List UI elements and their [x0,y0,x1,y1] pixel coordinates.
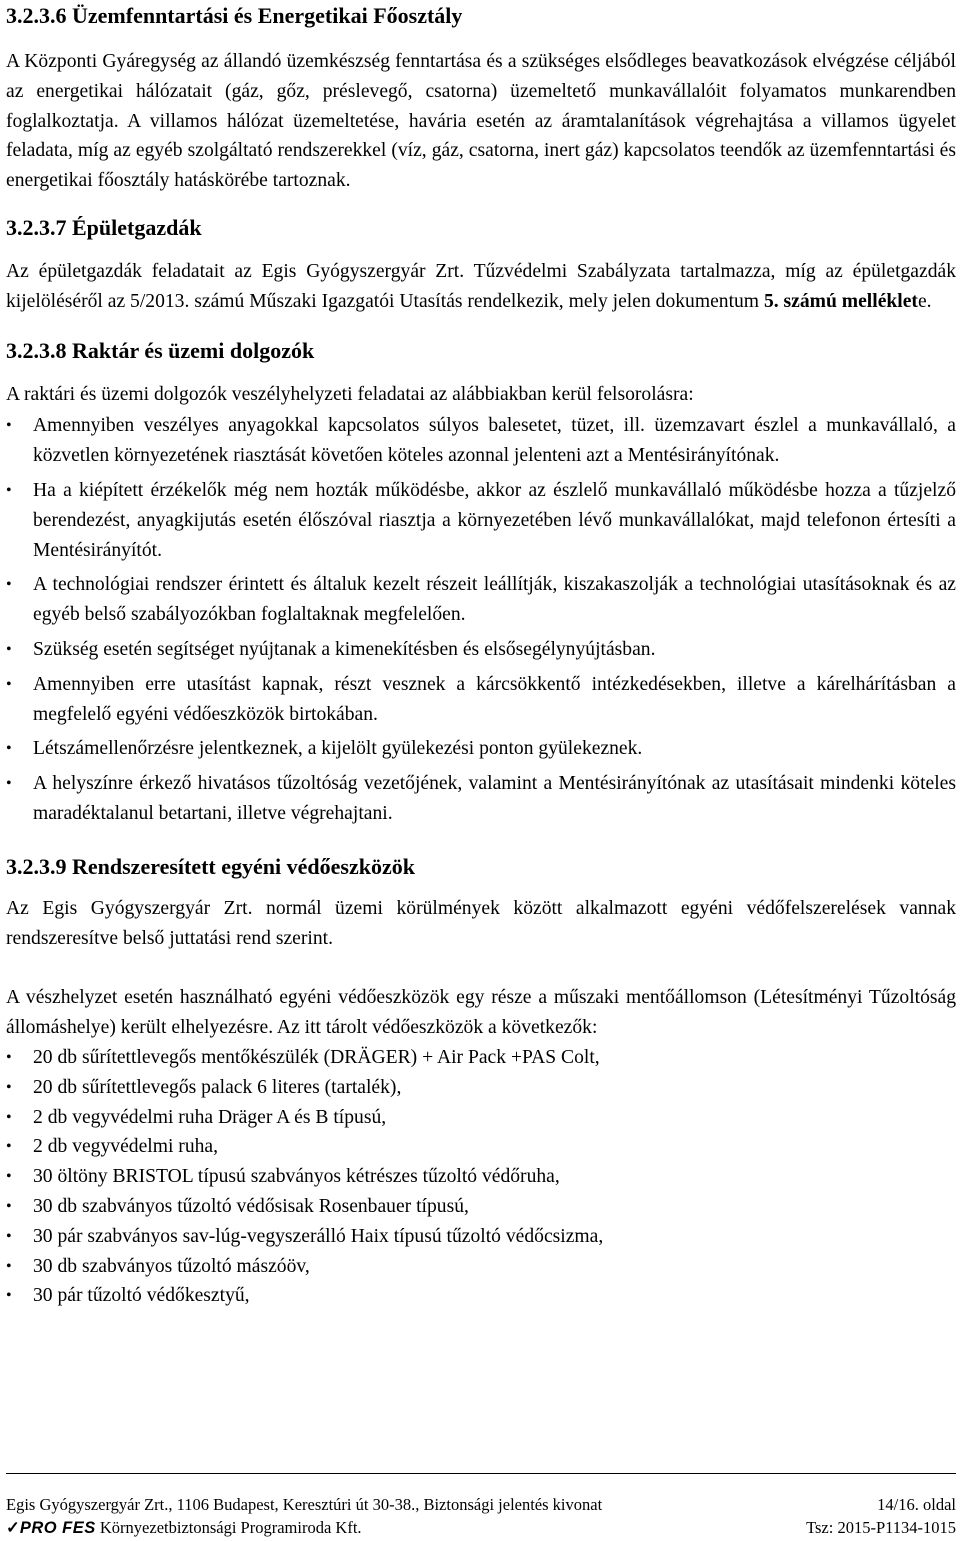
list-item: • 20 db sűrítettlevegős palack 6 literes (tartalék), [6,1073,956,1103]
bullet-icon: • [6,1287,12,1305]
list-item: • A helyszínre érkező hivatásos tűzoltóság vezetőjének, valamint a Mentésirányítónak az utasításait mindenki köteles maradéktalanul betartani, illetve végrehajtani. [6,769,956,829]
footer-divider [6,1473,956,1474]
section-paragraph: Az épületgazdák feladatait az Egis Gyógyszergyár Zrt. Tűzvédelmi Szabályzata tartalmazza, míg az épületgazdák kijelöléséről az 5/2013. számú Műszaki Igazgatói Utasítás rendelkezik, mely jelen dokumentum 5. számú melléklete. [6,260,956,312]
list-item: • Szükség esetén segítséget nyújtanak a kimenekítésben és elsősegélynyújtásban. [6,635,956,665]
section-paragraph: A vészhelyzet esetén használható egyéni védőeszközök egy része a műszaki mentőállomson (Létesítményi Tűzoltóság állomáshelye) került elhelyezésre. Az itt tárolt védőeszközök a következők: [6,987,956,1039]
equipment-list [6,1043,956,1311]
footer-company: Környezetbiztonsági Programiroda Kft. [95,1518,362,1537]
bullet-icon: • [6,640,12,658]
list-item: • A technológiai rendszer érintett és általuk kezelt részeit leállítják, kiszakaszolják a technológiai utasításoknak és az egyéb belső szabályozókban foglaltaknak megfelelően. [6,570,956,630]
section-heading-3-2-3-6: 3.2.3.6 Üzemfenntartási és Energetikai Főosztály [6,3,463,28]
document-id: Tsz: 2015-P1134-1015 [806,1518,956,1537]
list-item: • 30 pár tűzoltó védőkesztyű, [6,1281,956,1311]
list-item: • 30 db szabványos tűzoltó védősisak Rosenbauer típusú, [6,1192,956,1222]
list-item: • Amennyiben erre utasítást kapnak, részt vesznek a kárcsökkentő intézkedésekben, illetve a kárelhárításban a megfelelő egyéni védőeszközök birtokában. [6,670,956,730]
bullet-icon: • [6,417,12,435]
bullet-icon: • [6,740,12,758]
bullet-icon: • [6,775,12,793]
bullet-icon: • [6,1078,12,1096]
profes-logo: PRO FES [19,1519,96,1537]
bullet-icon: • [6,1197,12,1215]
bullet-icon: • [6,576,12,594]
bullet-icon: • [6,1168,12,1186]
list-item: • Létszámellenőrzésre jelentkeznek, a kijelölt gyülekezési ponton gyülekeznek. [6,734,956,764]
document-page [6,0,956,1311]
footer-line-2 [6,1517,956,1539]
page-number: 14/16. oldal [877,1495,956,1514]
list-item: • 2 db vegyvédelmi ruha, [6,1132,956,1162]
section-intro: A raktári és üzemi dolgozók veszélyhelyzeti feladatai az alábbiakban kerül felsorolásra: [6,383,694,405]
section-paragraph: Az Egis Gyógyszergyár Zrt. normál üzemi körülmények között alkalmazott egyéni védőfelszerelések vannak rendszeresítve belső juttatási rend szerint. [6,897,956,949]
annex-reference: 5. számú melléklet [763,290,918,312]
section-heading-3-2-3-7: 3.2.3.7 Épületgazdák [6,214,202,240]
list-item: • 30 db szabványos tűzoltó mászóöv, [6,1252,956,1282]
section-paragraph: A Központi Gyáregység az állandó üzemkészség fenntartása és a szükséges elsődleges beavatkozások elvégzése céljából az energetikai hálózatait (gáz, gőz, préslevegő, csatorna) üzemeltető munkavállalóit folyamatos munkarendben foglalkoztatja. A villamos hálózat üzemeltetése, havária esetén az áramtalanítások végrehajtása a villamos ügyelet feladata, míg az egyéb szolgáltató rendszerekkel (víz, gáz, csatorna, inert gáz) kapcsolatos teendők az üzemfenntartási és energetikai főosztály hatáskörébe tartoznak. [6,51,956,192]
list-item: • 20 db sűrítettlevegős mentőkészülék (DRÄGER) + Air Pack +PAS Colt, [6,1043,956,1073]
footer-line-1 [6,1494,956,1516]
check-icon: ✓ [6,1518,20,1537]
section-heading-3-2-3-8: 3.2.3.8 Raktár és üzemi dolgozók [6,337,315,363]
bullet-icon: • [6,675,12,693]
list-item: • Ha a kiépített érzékelők még nem hozták működésbe, akkor az észlelő munkavállaló működésbe hozza a tűzjelző berendezést, anyagkijutás esetén élőszóval riasztja a környezetében lévő munkavállalókat, majd telefonon értesíti a Mentésirányítót. [6,476,956,565]
bullet-icon: • [6,1227,12,1245]
bullet-icon: • [6,1257,12,1275]
bullet-icon: • [6,1048,12,1066]
bullet-icon: • [6,1138,12,1156]
bullet-icon: • [6,1108,12,1126]
list-item: • 30 öltöny BRISTOL típusú szabványos kétrészes tűzoltó védőruha, [6,1162,956,1192]
duties-list [6,411,956,828]
list-item: • Amennyiben veszélyes anyagokkal kapcsolatos súlyos balesetet, tüzet, ill. üzemzavart észlel a munkavállaló, a közvetlen környezetének riasztását követően köteles azonnal jelenteni azt a Mentésirányítónak. [6,411,956,471]
bullet-icon: • [6,481,12,499]
list-item: • 30 pár szabványos sav-lúg-vegyszerálló Haix típusú tűzoltó védőcsizma, [6,1222,956,1252]
footer-company-address: Egis Gyógyszergyár Zrt., 1106 Budapest, Keresztúri út 30-38., Biztonsági jelentés kivonat [6,1495,603,1514]
list-item: • 2 db vegyvédelmi ruha Dräger A és B típusú, [6,1103,956,1133]
section-heading-3-2-3-9: 3.2.3.9 Rendszeresített egyéni védőeszközök [6,853,415,879]
